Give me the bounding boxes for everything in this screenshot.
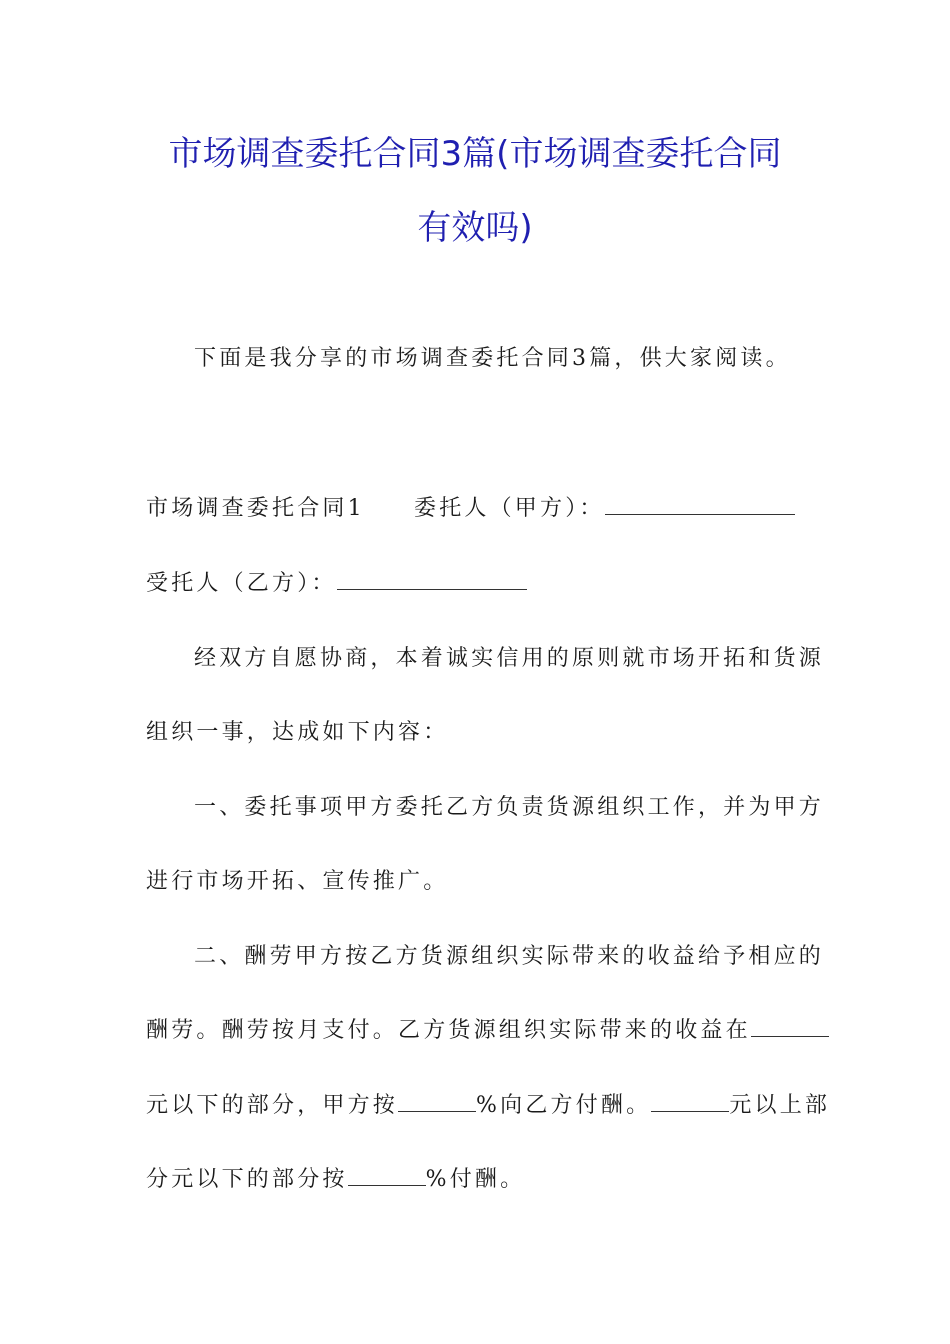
paragraph-3-line-4-text-b: %付酬。 [425,1167,526,1192]
party-b-blank [337,569,527,590]
party-a-blank [605,494,795,515]
percentage-blank-2 [348,1165,426,1186]
income-threshold-blank [751,1016,829,1037]
paragraph-3-line-3-text-c: 元以上部 [729,1093,831,1118]
document-title-line-1: 市场调查委托合同3篇(市场调查委托合同 [168,134,782,174]
paragraph-1-line-1: 经双方自愿协商，本着诚实信用的原则就市场开拓和货源 [194,646,825,671]
paragraph-3-line-4-text-a: 分元以下的部分按 [146,1167,348,1192]
percentage-blank-1 [398,1091,476,1112]
paragraph-3-line-1: 二、酬劳甲方按乙方货源组织实际带来的收益给予相应的 [194,944,825,969]
income-threshold-blank-2 [651,1091,729,1112]
document-title-line-2: 有效吗) [417,208,533,248]
contract-heading: 市场调查委托合同1 [146,496,365,521]
party-a-line [414,494,795,524]
paragraph-3-line-2 [146,1016,829,1046]
paragraph-2-line-1: 一、委托事项甲方委托乙方负责货源组织工作，并为甲方 [194,795,825,820]
paragraph-3-line-3-text-b: %向乙方付酬。 [476,1093,652,1118]
paragraph-2-line-2: 进行市场开拓、宣传推广。 [146,869,449,894]
paragraph-3-line-2-text: 酬劳。酬劳按月支付。乙方货源组织实际带来的收益在 [146,1018,751,1043]
paragraph-3-line-3-text-a: 元以下的部分，甲方按 [146,1093,399,1118]
party-a-label: 委托人（甲方）： [414,496,605,521]
party-b-line [146,569,527,599]
paragraph-3-line-3 [146,1091,830,1121]
party-b-label: 受托人（乙方）： [146,571,337,596]
intro-paragraph: 下面是我分享的市场调查委托合同3篇，供大家阅读。 [194,346,791,371]
paragraph-3-line-4 [146,1165,525,1195]
paragraph-1-line-2: 组织一事，达成如下内容： [146,720,449,745]
